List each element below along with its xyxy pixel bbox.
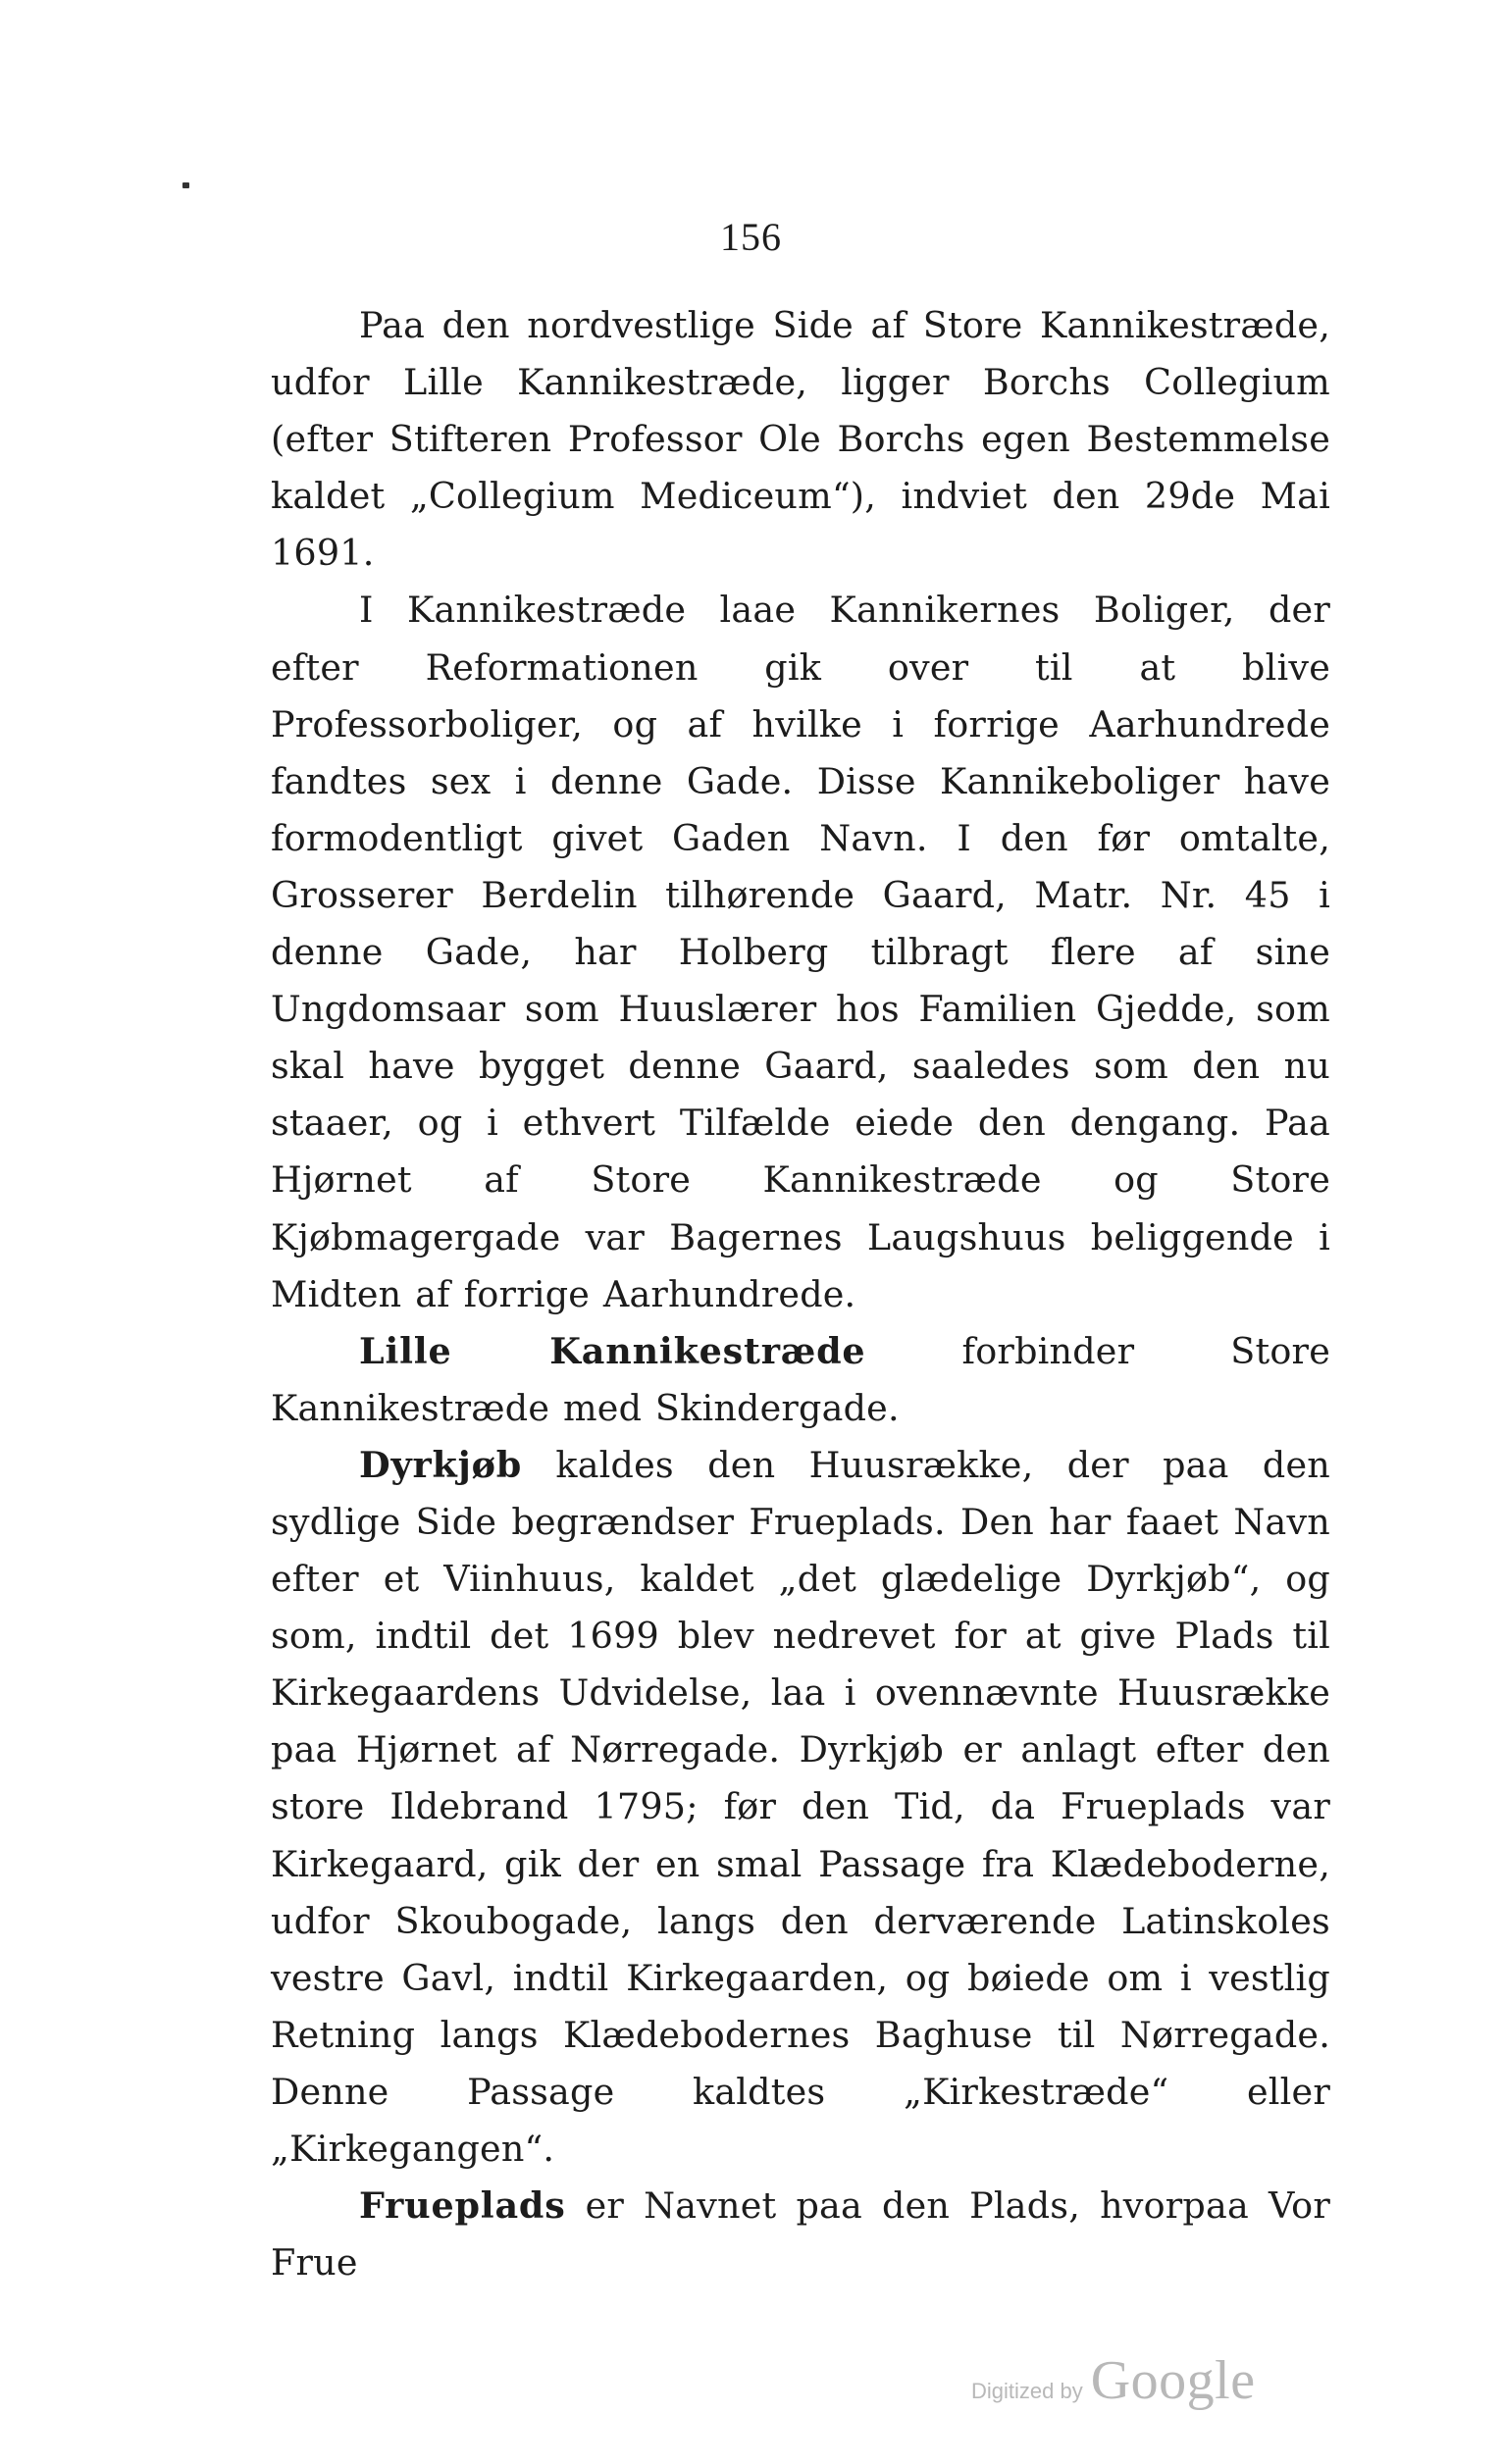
paragraph-heading: Dyrkjøb: [359, 1443, 523, 1486]
paragraph-lille-kannikestraede: [271, 1323, 1330, 1437]
body-text: [271, 297, 1330, 2291]
stray-ink-mark: [182, 182, 189, 188]
paragraph-heading: Lille Kannikestræde: [359, 1329, 866, 1372]
paragraph-borchs-collegium: [271, 297, 1330, 582]
watermark-prefix: Digitized by: [971, 2379, 1083, 2403]
paragraph-text: forbinder Store Kannikestræde med Skindergade.: [271, 1329, 1330, 1429]
paragraph-kannikestraede: [271, 582, 1330, 1322]
google-logo: Google: [1090, 2350, 1256, 2411]
paragraph-heading: Frueplads: [359, 2184, 566, 2228]
paragraph-text: Paa den nordvestlige Side af Store Kannikestræde, udfor Lille Kannikestræde, ligger Borchs Collegium (efter Stifteren Professor Ole Borchs egen Bestemmelse kaldet „Collegium Mediceum“), indviet den 29de Mai 1691.: [271, 304, 1330, 575]
paragraph-text: I Kannikestræde laae Kannikernes Boliger, der efter Reformationen gik over til at blive Professorboliger, og af hvilke i forrige Aarhundrede fandtes sex i denne Gade. Disse Kannikeboliger have formodentligt givet Gaden Navn. I den før omtalte, Grosserer Berdelin tilhørende Gaard, Matr. Nr. 45 i denne Gade, har Holberg tilbragt flere af sine Ungdomsaar som Huuslærer hos Familien Gjedde, som skal have bygget denne Gaard, saaledes som den nu staaer, og i ethvert Tilfælde eiede den dengang. Paa Hjørnet af Store Kannikestræde og Store Kjøbmagergade var Bagernes Laugshuus beliggende i Midten af forrige Aarhundrede.: [271, 589, 1330, 1315]
paragraph-frueplads: [271, 2178, 1330, 2291]
paragraph-dyrkjoeb: [271, 1437, 1330, 2178]
paragraph-text: kaldes den Huusrække, der paa den sydlige Side begrændser Frueplads. Den har faaet Navn efter et Viinhuus, kaldet „det glædelige Dyrkjøb“, og som, indtil det 1699 blev nedrevet for at give Plads til Kirkegaardens Udvidelse, laa i ovennævnte Huusrække paa Hjørnet af Nørregade. Dyrkjøb er anlagt efter den store Ildebrand 1795; før den Tid, da Frueplads var Kirkegaard, gik der en smal Passage fra Klædeboderne, udfor Skoubogade, langs den derværende Latinskoles vestre Gavl, indtil Kirkegaarden, og bøiede om i vestlig Retning langs Klædebodernes Baghuse til Nørregade. Denne Passage kaldtes „Kirkestræde“ eller „Kirkegangen“.: [271, 1443, 1330, 2170]
page-number: 156: [720, 215, 782, 259]
digitized-by-google-watermark: [971, 2349, 1256, 2411]
paragraph-text: er Navnet paa den Plads, hvorpaa Vor Frue: [271, 2184, 1330, 2284]
